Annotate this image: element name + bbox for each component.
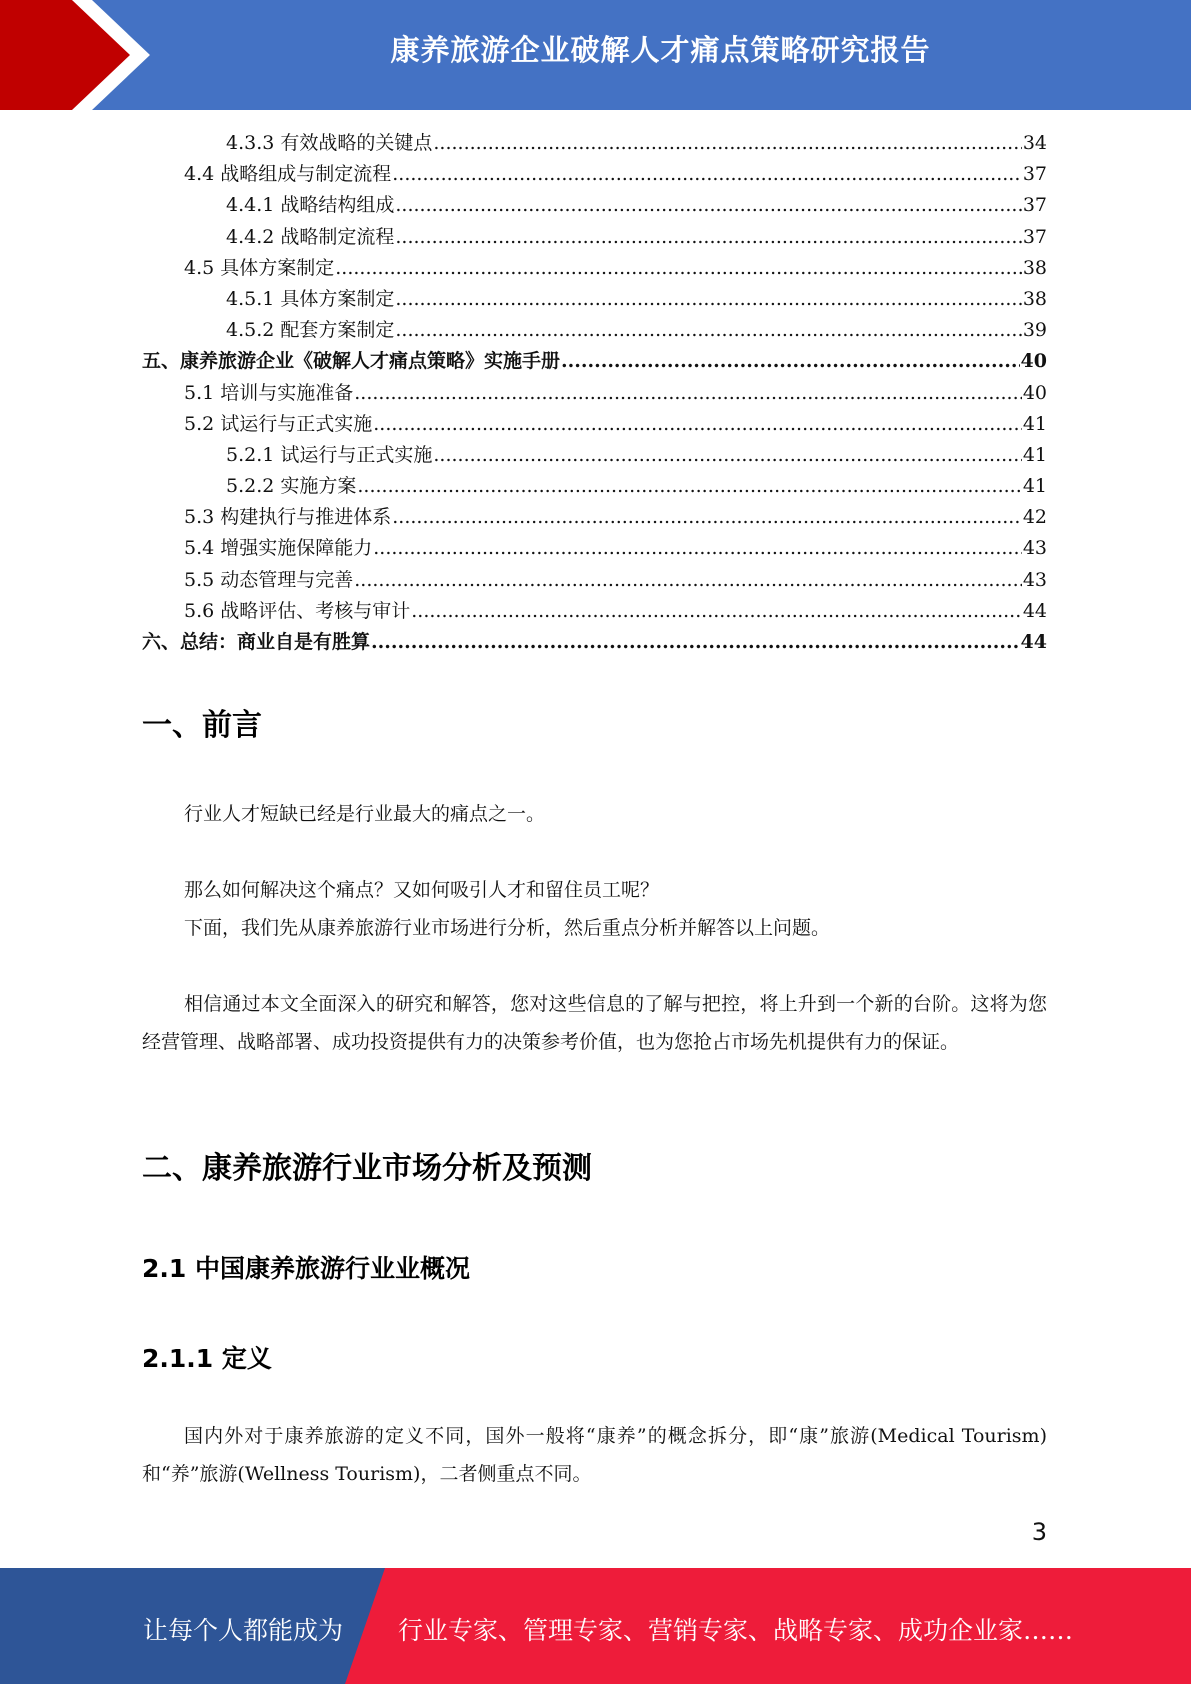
toc-entry-page: 38 bbox=[1022, 287, 1047, 310]
toc-entry-label: 5.5 动态管理与完善 bbox=[184, 568, 354, 591]
toc-dot-leader bbox=[395, 222, 1021, 253]
toc-dot-leader bbox=[411, 596, 1022, 627]
toc-entry-label: 5.6 战略评估、考核与审计 bbox=[184, 599, 411, 622]
toc-entry-label: 六、总结：商业自是有胜算 bbox=[142, 631, 371, 653]
toc-entry-page: 41 bbox=[1022, 443, 1047, 466]
toc-entry-label: 5.4 增强实施保障能力 bbox=[184, 537, 373, 560]
toc-entry-page: 44 bbox=[1020, 631, 1047, 653]
toc-entry[interactable] bbox=[142, 409, 1047, 440]
toc-entry[interactable] bbox=[142, 533, 1047, 564]
toc-entry-label: 4.5 具体方案制定 bbox=[184, 256, 335, 279]
toc-entry-label: 5.2.2 实施方案 bbox=[226, 475, 357, 498]
toc-entry-page: 43 bbox=[1022, 568, 1047, 591]
toc-entry-page: 42 bbox=[1022, 506, 1047, 529]
toc-entry[interactable] bbox=[142, 346, 1047, 377]
toc-entry-label: 五、康养旅游企业《破解人才痛点策略》实施手册 bbox=[142, 350, 561, 373]
toc-entry-page: 40 bbox=[1020, 350, 1047, 373]
toc-entry[interactable] bbox=[142, 440, 1047, 471]
toc-dot-leader bbox=[395, 315, 1021, 346]
toc-entry-label: 4.4.1 战略结构组成 bbox=[226, 194, 395, 217]
toc-dot-leader bbox=[335, 253, 1022, 284]
toc-entry[interactable] bbox=[142, 627, 1047, 658]
toc-entry-label: 4.4 战略组成与制定流程 bbox=[184, 163, 392, 186]
toc-entry-label: 4.3.3 有效战略的关键点 bbox=[226, 132, 433, 154]
toc-dot-leader bbox=[433, 440, 1021, 471]
toc-dot-leader bbox=[354, 565, 1022, 596]
market-heading: 二、康养旅游行业市场分析及预测 bbox=[142, 1151, 592, 1186]
definition-heading: 2.1.1 定义 bbox=[142, 1344, 272, 1373]
table-of-contents bbox=[142, 128, 1047, 658]
preface-paragraph-1: 行业人才短缺已经是行业最大的痛点之一。 bbox=[184, 803, 546, 825]
toc-entry[interactable] bbox=[142, 502, 1047, 533]
toc-entry-label: 5.1 培训与实施准备 bbox=[184, 381, 354, 404]
toc-entry-label: 4.4.2 战略制定流程 bbox=[226, 225, 395, 248]
toc-entry-page: 37 bbox=[1022, 163, 1047, 186]
page-footer bbox=[0, 1568, 1191, 1684]
toc-entry-page: 39 bbox=[1022, 319, 1047, 342]
toc-entry[interactable] bbox=[142, 471, 1047, 502]
toc-dot-leader bbox=[395, 190, 1021, 221]
toc-dot-leader bbox=[371, 627, 1020, 658]
toc-entry[interactable] bbox=[142, 565, 1047, 596]
toc-entry[interactable] bbox=[142, 284, 1047, 315]
toc-dot-leader bbox=[357, 471, 1021, 502]
toc-entry-page: 43 bbox=[1022, 537, 1047, 560]
preface-paragraph-2b: 下面，我们先从康养旅游行业市场进行分析，然后重点分析并解答以上问题。 bbox=[184, 917, 831, 939]
toc-entry[interactable] bbox=[142, 315, 1047, 346]
header-title: 康养旅游企业破解人才痛点策略研究报告 bbox=[390, 33, 931, 67]
toc-entry[interactable] bbox=[142, 190, 1047, 221]
toc-entry-page: 44 bbox=[1022, 599, 1047, 622]
toc-entry-page: 40 bbox=[1022, 381, 1047, 404]
toc-entry-label: 5.2.1 试运行与正式实施 bbox=[226, 443, 433, 466]
toc-dot-leader bbox=[433, 128, 1021, 159]
definition-paragraph: 国内外对于康养旅游的定义不同，国外一般将“康养”的概念拆分，即“康”旅游(Medical Tourism)和“养”旅游(Wellness Tourism)，二者侧重点不同。 bbox=[142, 1425, 1047, 1485]
toc-entry[interactable] bbox=[142, 378, 1047, 409]
page-number: 3 bbox=[1031, 1518, 1047, 1546]
preface-paragraph-2a: 那么如何解决这个痛点？又如何吸引人才和留住员工呢？ bbox=[184, 879, 660, 901]
toc-dot-leader bbox=[392, 502, 1022, 533]
footer-slogan-left: 让每个人都能成为 bbox=[143, 1616, 344, 1645]
toc-dot-leader bbox=[395, 284, 1021, 315]
toc-entry-page: 37 bbox=[1022, 194, 1047, 217]
footer-slogan-right: 行业专家、管理专家、营销专家、战略专家、成功企业家…… bbox=[398, 1616, 1074, 1645]
toc-entry[interactable] bbox=[142, 596, 1047, 627]
toc-entry[interactable] bbox=[142, 159, 1047, 190]
toc-entry-label: 5.3 构建执行与推进体系 bbox=[184, 506, 392, 529]
toc-entry-page: 41 bbox=[1022, 412, 1047, 435]
preface-paragraph-3: 相信通过本文全面深入的研究和解答，您对这些信息的了解与把控，将上升到一个新的台阶。这将为您经营管理、战略部署、成功投资提供有力的决策参考价值，也为您抢占市场先机提供有力的保证。 bbox=[142, 993, 1047, 1053]
red-arrow-icon bbox=[0, 0, 160, 110]
toc-dot-leader bbox=[561, 346, 1020, 377]
toc-entry-label: 4.5.2 配套方案制定 bbox=[226, 319, 395, 342]
page-header bbox=[0, 0, 1191, 110]
toc-entry[interactable] bbox=[142, 253, 1047, 284]
preface-heading: 一、前言 bbox=[142, 708, 262, 743]
toc-entry[interactable] bbox=[142, 222, 1047, 253]
toc-entry-label: 4.5.1 具体方案制定 bbox=[226, 287, 395, 310]
toc-entry[interactable] bbox=[142, 128, 1047, 159]
toc-dot-leader bbox=[373, 533, 1022, 564]
toc-entry-page: 37 bbox=[1022, 225, 1047, 248]
toc-entry-page: 34 bbox=[1022, 132, 1047, 154]
toc-entry-page: 38 bbox=[1022, 256, 1047, 279]
overview-heading: 2.1 中国康养旅游行业业概况 bbox=[142, 1254, 470, 1283]
toc-dot-leader bbox=[373, 409, 1022, 440]
toc-entry-page: 41 bbox=[1022, 475, 1047, 498]
toc-dot-leader bbox=[354, 378, 1022, 409]
toc-dot-leader bbox=[392, 159, 1022, 190]
toc-entry-label: 5.2 试运行与正式实施 bbox=[184, 412, 373, 435]
